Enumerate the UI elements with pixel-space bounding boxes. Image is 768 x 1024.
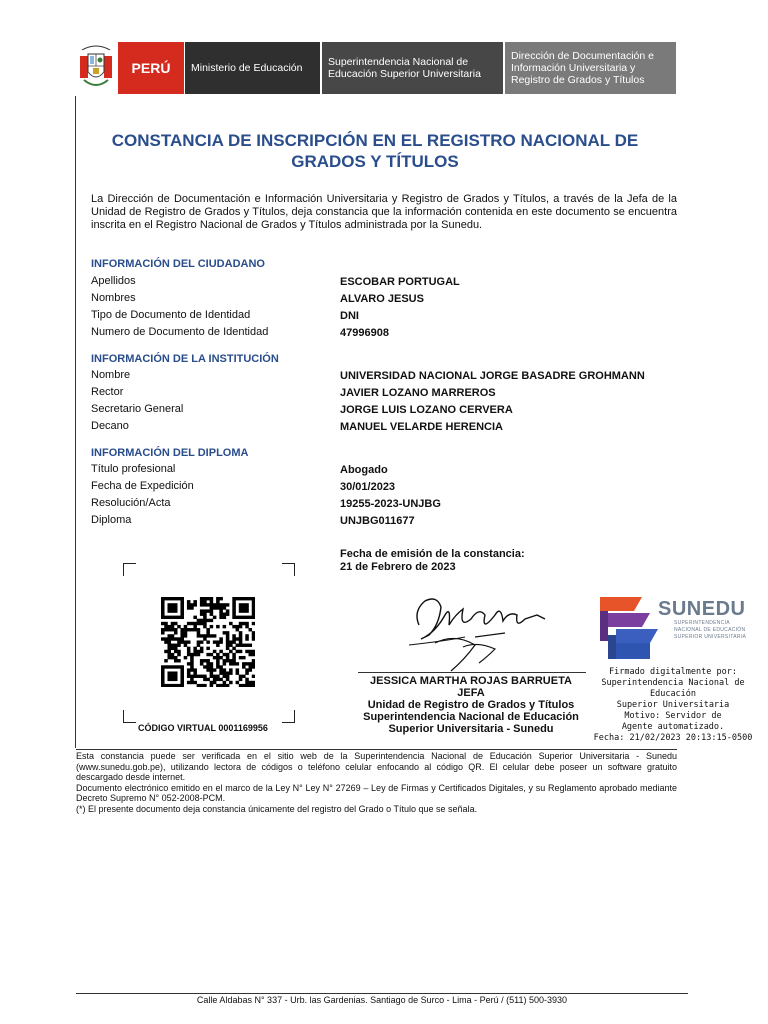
label-numero-documento: Numero de Documento de Identidad <box>91 326 269 338</box>
label-decano: Decano <box>91 420 129 432</box>
label-diploma: Diploma <box>91 514 132 526</box>
qr-frame-corner-tl <box>123 563 136 576</box>
page-title: CONSTANCIA DE INSCRIPCIÓN EN EL REGISTRO NACIONAL DE GRADOS Y TÍTULOS <box>111 131 639 171</box>
label-tipo-documento: Tipo de Documento de Identidad <box>91 309 251 321</box>
peru-brand-box <box>118 42 184 94</box>
sunedu-subtitle <box>674 620 746 641</box>
value-nombres: ALVARO JESUS <box>340 293 424 305</box>
section-heading-institucion: INFORMACIÓN DE LA INSTITUCIÓN <box>91 353 279 365</box>
footer-rule-top <box>76 749 677 750</box>
label-nombres: Nombres <box>91 292 136 304</box>
sunedu-sub-3: SUPERIOR UNIVERSITARIA <box>674 634 747 640</box>
superintendencia-label: Superintendencia Nacional de Educación Superior Universitaria <box>328 56 481 80</box>
footer-note-scope: (*) El presente documento deja constancia únicamente del registro del Grado o Título que se señala. <box>76 803 478 814</box>
footer-note-verify: Esta constancia puede ser verificada en el sitio web de la Superintendencia Nacional de Educación Superior Universitaria - Sunedu (www.sunedu.gob.pe), utilizando lectora de códigos o teléfono celular enfocando al código QR. El celular debe poseer un software gratuito descargado desde internet. <box>76 751 677 782</box>
digital-line-2: Superintendencia Nacional de Educación <box>601 678 745 699</box>
sunedu-wordmark: SUNEDU <box>658 598 746 620</box>
value-tipo-documento: DNI <box>340 310 359 322</box>
superintendencia-box <box>322 42 503 94</box>
country-label: PERÚ <box>131 60 171 76</box>
digital-line-4: Motivo: Servidor de <box>624 711 722 721</box>
digital-line-3: Superior Universitaria <box>616 700 730 710</box>
sunedu-logo <box>598 595 660 666</box>
label-resolucion: Resolución/Acta <box>91 497 171 509</box>
digital-line-5: Agente automatizado. <box>621 722 725 732</box>
ministry-label: Ministerio de Educación <box>191 62 303 74</box>
qr-caption: CÓDIGO VIRTUAL 0001169956 <box>138 723 268 733</box>
footer-notes <box>76 751 677 814</box>
section-heading-ciudadano: INFORMACIÓN DEL CIUDADANO <box>91 258 265 270</box>
label-apellidos: Apellidos <box>91 275 136 287</box>
value-fecha-expedicion: 30/01/2023 <box>340 481 396 493</box>
label-titulo: Título profesional <box>91 463 176 475</box>
label-fecha-expedicion: Fecha de Expedición <box>91 480 194 492</box>
footer-rule-bottom <box>76 993 688 994</box>
direccion-box <box>505 42 676 94</box>
signatory-org-2: Superior Universitaria - Sunedu <box>388 723 554 735</box>
emission-block <box>340 548 525 574</box>
value-decano: MANUEL VELARDE HERENCIA <box>340 421 503 433</box>
ministry-box <box>185 42 320 94</box>
value-rector: JAVIER LOZANO MARREROS <box>340 387 496 399</box>
signatory-unit: Unidad de Registro de Grados y Títulos <box>367 699 575 711</box>
signatory-block <box>355 675 587 735</box>
value-diploma: UNJBG011677 <box>340 515 415 527</box>
sunedu-sub-1: SUPERINTENDENCIA <box>674 620 730 626</box>
qr-code <box>161 597 255 687</box>
footer-note-law: Documento electrónico emitido en el marco de la Ley N° Ley N° 27269 – Ley de Firmas y Certificados Digitales, y su Reglamento aprobado mediante Decreto Supremo N° 052-2008-PCM. <box>76 782 677 803</box>
qr-frame-corner-br <box>282 710 295 723</box>
label-rector: Rector <box>91 386 124 398</box>
intro-paragraph: La Dirección de Documentación e Información Universitaria y Registro de Grados y Títulos, a través de la Jefa de la Unidad de Registro de Grados y Títulos, deja constancia que la información contenida en este documento se encuentra inscrita en el Registro Nacional de Grados y Títulos administrada por la Sunedu. <box>91 193 677 231</box>
left-margin-rule <box>75 96 76 748</box>
direccion-label: Dirección de Documentación e Información Universitaria y Registro de Grados y Títulos <box>511 50 654 86</box>
peru-crest-logo <box>76 42 116 94</box>
signature-line <box>358 672 586 673</box>
label-secretario: Secretario General <box>91 403 184 415</box>
label-nombre-institucion: Nombre <box>91 369 131 381</box>
signatory-name: JESSICA MARTHA ROJAS BARRUETA <box>370 675 572 687</box>
digital-line-1: Firmado digitalmente por: <box>609 667 737 677</box>
value-apellidos: ESCOBAR PORTUGAL <box>340 276 460 288</box>
emission-label: Fecha de emisión de la constancia: <box>340 548 525 560</box>
value-titulo: Abogado <box>340 464 388 476</box>
qr-frame-corner-bl <box>123 710 136 723</box>
value-secretario: JORGE LUIS LOZANO CERVERA <box>340 404 513 416</box>
emission-date: 21 de Febrero de 2023 <box>340 561 456 573</box>
signatory-role: JEFA <box>457 687 485 699</box>
footer-address: Calle Aldabas N° 337 - Urb. las Gardenias. Santiago de Surco - Lima - Perú / (511) 500-3930 <box>196 995 568 1005</box>
section-heading-diploma: INFORMACIÓN DEL DIPLOMA <box>91 447 249 459</box>
digital-signature-stamp <box>588 667 758 744</box>
value-nombre-institucion: UNIVERSIDAD NACIONAL JORGE BASADRE GROHMANN <box>340 370 645 382</box>
qr-frame-corner-tr <box>282 563 295 576</box>
sunedu-sub-2: NACIONAL DE EDUCACIÓN <box>674 627 746 633</box>
value-numero-documento: 47996908 <box>340 327 389 339</box>
digital-line-6: Fecha: 21/02/2023 20:13:15-0500 <box>593 733 753 743</box>
value-resolucion: 19255-2023-UNJBG <box>340 498 441 510</box>
signatory-org-1: Superintendencia Nacional de Educación <box>363 711 579 723</box>
handwritten-signature <box>405 585 555 680</box>
